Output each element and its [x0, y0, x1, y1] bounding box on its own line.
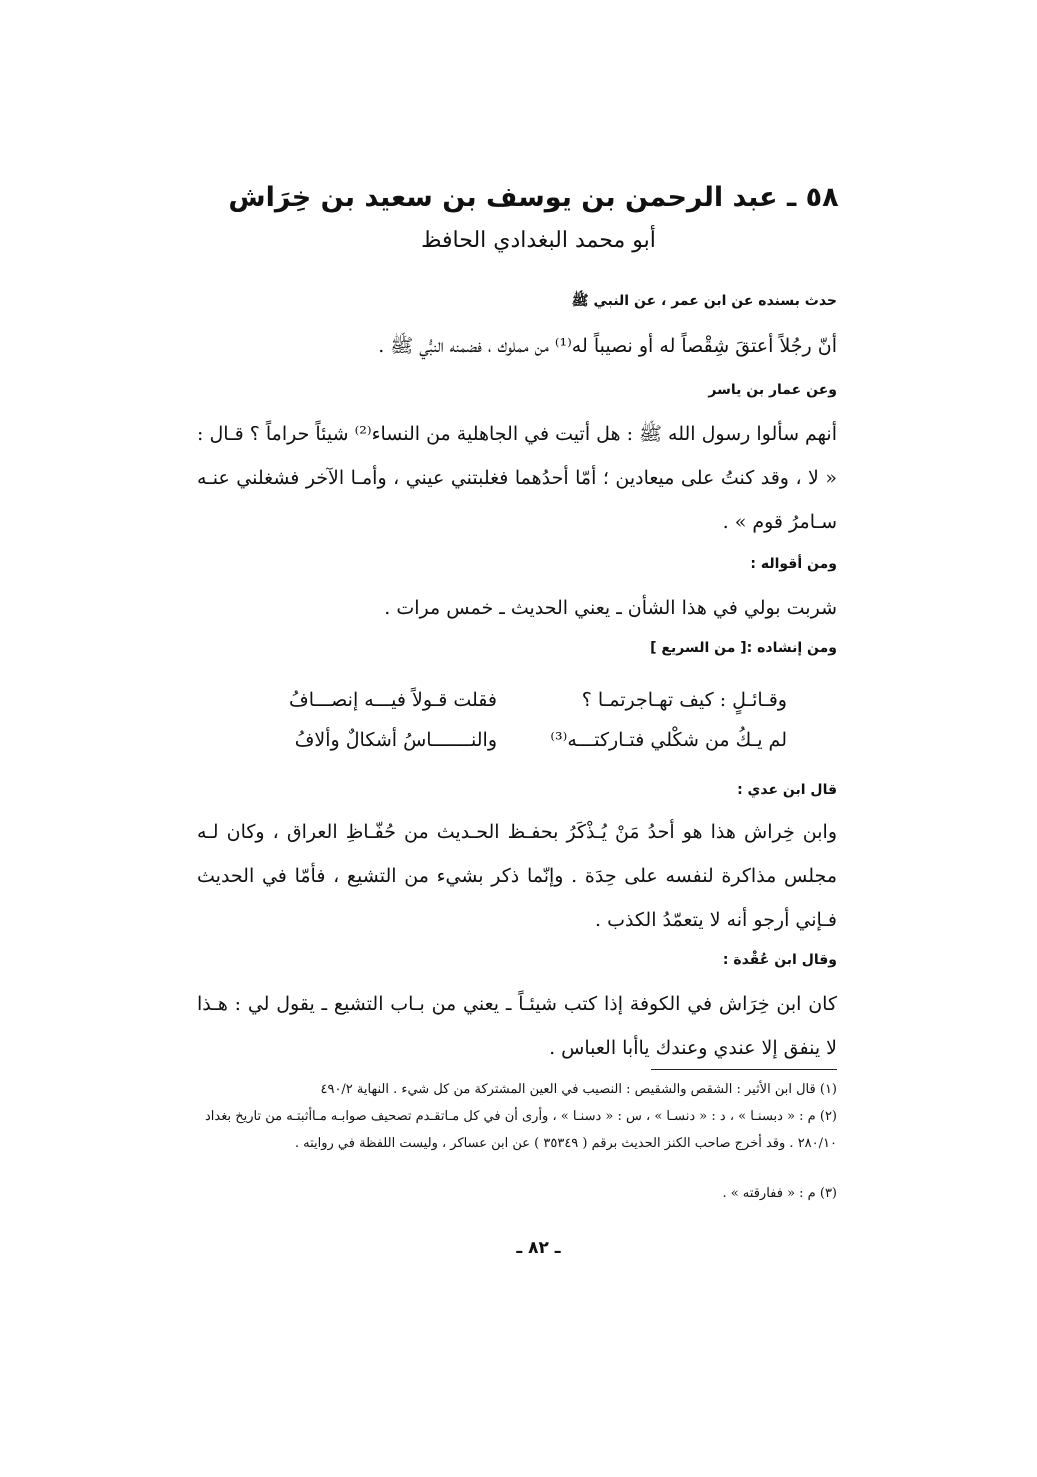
footnote-1: (١) قال ابن الأثير : الشقص والشقيص : النصيب في العين المشتركة من كل شيء . النهاية ٤٩٠/٢	[320, 1082, 837, 1097]
section-intro-ibn-uqda: وقال ابن عُقْدة :	[722, 952, 837, 968]
section-intro-ammar: وعن عمار بن ياسر	[708, 382, 837, 398]
footnote-divider	[651, 1069, 837, 1070]
section-intro-poem: ومن إنشاده :[ من السريع ]	[650, 640, 837, 656]
verse-first-hemistich: لم يـكُ من شكْلي فتـاركتـــه⁽³⁾	[550, 729, 787, 751]
poem-verse	[227, 720, 787, 760]
section-intro-ibn-adi: قال ابن عدي :	[737, 782, 837, 798]
poem-verse	[227, 680, 787, 720]
saying-text: شربت بولي في هذا الشأن ـ يعني الحديث ـ خمس مرات .	[384, 597, 837, 619]
verse-first-hemistich: وقـائـلٍ : كيف تهـاجرتمـا ؟	[581, 689, 787, 711]
page-number: ـ ٨٢ ـ	[516, 1238, 561, 1258]
ibn-adi-text: وابن خِراش هذا هو أحدُ مَنْ يُـذْكَرُ بحفـظ الحـديث من حُفّـاظِ العراق ، وكان لـه مجلس مذاكرة لنفسه على حِدَة . وإنّما ذكر بشيء من التشيع ، فأمّا في الحديث فـإني أرجو أنه لا يتعمّدُ الكذب .	[197, 821, 837, 931]
ibn-uqda-text: كان ابن خِرَاش في الكوفة إذا كتب شيئـاً ـ يعني من بـاب التشيع ـ يقول لي : هـذا لا ينفق إلا عندي وعندك ياأبا العباس .	[197, 993, 837, 1059]
hadith-text-ammar: أنهم سألوا رسول الله ﷺ : هل أتيت في الجاهلية من النساء⁽²⁾ شيئاً حراماً ؟ قـال : « لا ، وقد كنتُ على ميعادين ؛ أمّا أحدُهما فغلبتني عيني ، وأمـا الآخر فشغلني عنـه سـامرُ قوم » .	[197, 423, 837, 533]
page-title: ٥٨ ـ عبد الرحمن بن يوسف بن سعيد بن خِرَاش	[228, 182, 839, 213]
verse-second-hemistich: فقلت قـولاً فيـــه إنصـــافُ	[289, 689, 497, 711]
hadith-text-ibn-umar: أنّ رجُلاً أعتقَ شِقْصاً له أو نصيباً له⁽¹⁾ من مملوك ، فضمنه النبُّي ﷺ .	[378, 335, 837, 357]
footnote-2: (٢) م : « دبسنـا » ، د : « دنسـا » ، س : « دسنـا » ، وأرى أن في كل مـاتقـدم تصحيف صوابـه مـاأثبتـه من تاريخ بغداد ٢٨٠/١٠ . وقد أخرج صاحب الكنز الحديث برقم ( ٣٥٣٤٩ ) عن ابن عساكر ، وليست اللفظة في روايته .	[204, 1109, 837, 1151]
section-intro-ibn-umar: حدث بسنده عن ابن عمر ، عن النبي ﷺ	[571, 293, 837, 309]
poem	[227, 680, 787, 760]
section-intro-sayings: ومن أقواله :	[750, 556, 837, 572]
page-subtitle: أبو محمد البغدادي الحافظ	[421, 228, 656, 253]
footnote-3: (٣) م : « ففارقته » .	[722, 1186, 837, 1201]
verse-second-hemistich: والنـــــــاسُ أشكالٌ وألافُ	[294, 729, 497, 751]
